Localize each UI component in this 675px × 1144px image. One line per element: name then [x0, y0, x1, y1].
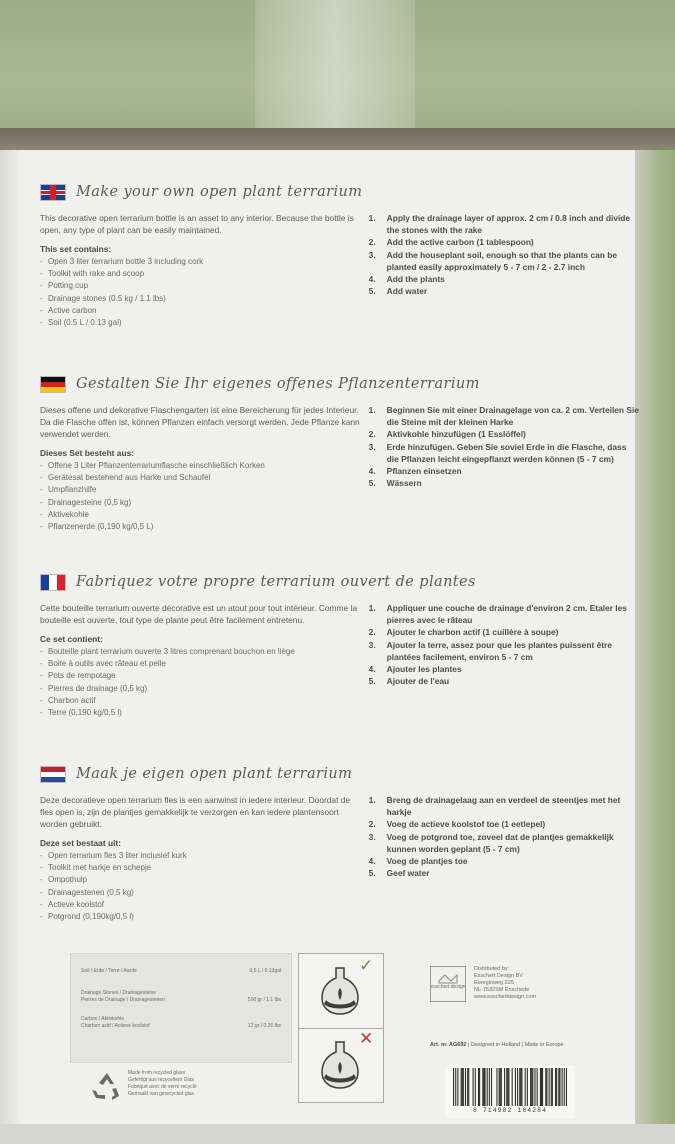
terrarium-usage-guide	[298, 953, 384, 1103]
ean-barcode	[445, 1066, 575, 1118]
instruction-steps	[369, 404, 640, 489]
section-title: Maak je eigen open plant terrarium	[76, 766, 353, 782]
list-item: - Active carbon	[40, 305, 361, 317]
recycling-text: Made from recycled glass Gefertigt aus recyceltem Glas Fabriqué avec de verre recyclé Gemaakt van gerecycled glas	[128, 1070, 197, 1097]
section-title-row	[40, 762, 640, 786]
list-item: - Umpflanzhilfe	[40, 484, 361, 496]
step-item: 2. Add the active carbon (1 tablespoon)	[368, 237, 534, 248]
germany-flag-icon	[40, 376, 66, 393]
list-item: - Potting cup	[40, 280, 361, 292]
list-item: - Toolkit with rake and scoop	[40, 268, 361, 280]
section-title-row	[40, 180, 640, 204]
step-item: 4. Ajouter les plantes	[368, 664, 462, 675]
barcode-bars	[453, 1068, 567, 1106]
distributor-info	[430, 966, 600, 1014]
terrarium-bottle-icon	[320, 1040, 360, 1090]
intro-text: Cette bouteille terrarium ouverte décorative est un atout pour tout intérieur. Comme la bouteille est ouverte, tout type de plante peut être facilement entretenu.	[40, 603, 358, 625]
list-item: - Soil (0.5 L / 0.13 gal)	[40, 317, 361, 329]
box-left-side	[0, 150, 20, 1144]
step-item: 2. Voeg de actieve koolstof toe (1 eetlepel)	[368, 819, 546, 830]
box-bottom-edge	[0, 1124, 675, 1144]
recycling-info	[90, 1066, 210, 1116]
list-item: - Offene 3 Liter Pflanzenterrariumflasche einschließlich Korken	[40, 460, 361, 472]
list-item: - Drainage stones (0.5 kg / 1.1 lbs)	[40, 293, 361, 305]
step-item: 4. Voeg de plantjes toe	[368, 856, 468, 867]
origin-line: Art. nr. AG692 | Designed in Holland | Made in Europe	[430, 1042, 564, 1048]
cross-icon: ✕	[359, 1029, 374, 1048]
list-item: - Gerätesat bestehend aus Harke und Schaufel	[40, 472, 361, 484]
glass-recycling-icon	[90, 1070, 124, 1104]
uk-flag-icon	[40, 184, 66, 201]
box-right-side	[635, 150, 675, 1144]
list-item: - Drainagestenen (0,5 kg)	[40, 887, 361, 899]
step-item: 5. Wässern	[368, 478, 422, 489]
list-item: - Pierres de drainage (0,5 kg)	[40, 683, 361, 695]
step-item: 1. Breng de drainagelaag aan en verdeel de steentjes met het harkje	[368, 795, 621, 818]
section-english	[40, 180, 640, 329]
list-item: - Drainagesteine (0,5 kg)	[40, 497, 361, 509]
step-item: 3. Add the houseplant soil, enough so that the plants can be planted easily approximately 5 - 7 cm / 2 - 2.7 inch	[368, 249, 617, 272]
list-item: - Pots de rempotage	[40, 670, 361, 682]
section-title: Fabriquez votre propre terrarium ouvert de plantes	[76, 574, 476, 590]
list-item: - Toolkit met harkje en schepje	[40, 862, 361, 874]
step-item: 4. Pflanzen einsetzen	[368, 466, 462, 477]
set-contents-list	[40, 460, 361, 533]
list-item: - Potgrond (0,190kg/0,5 l)	[40, 911, 361, 923]
set-contents-heading: Ce set contient:	[40, 634, 103, 644]
set-contents-list	[40, 850, 361, 923]
article-number: Art. nr. AG692	[430, 1042, 467, 1048]
france-flag-icon	[40, 574, 66, 591]
spec-row-soil: Soil / Erde / Terre / Aarde 0,5 L / 0.13gal	[81, 968, 281, 974]
intro-text: Dieses offene und dekorative Flaschengarten ist eine Bereicherung für jedes Interieur. Da die Flasche offen ist, können Pflanzen einfach versorgt werden. Jede Pflanze kann verwendet werden.	[40, 405, 360, 439]
instruction-steps	[369, 212, 640, 297]
list-item: - Boite à outils avec râteau et pelle	[40, 658, 361, 670]
box-top-lid	[0, 0, 675, 150]
section-title: Gestalten Sie Ihr eigenes offenes Pflanzenterrarium	[76, 376, 480, 392]
step-item: 3. Voeg de potgrond toe, zoveel dat de plantjes gemakkelijk kunnen worden geplant (5 - 7 cm)	[368, 831, 614, 854]
step-item: 4. Add the plants	[368, 274, 445, 285]
intro-text: This decorative open terrarium bottle is an asset to any interior. Because the bottle is open, any type of plant can be easily maintained.	[40, 213, 354, 235]
made-in: Made in Europe	[524, 1042, 564, 1048]
set-contents-heading: Dieses Set besteht aus:	[40, 448, 135, 458]
list-item: - Actieve koolstof	[40, 899, 361, 911]
list-item: - Aktivekohle	[40, 509, 361, 521]
section-french	[40, 570, 640, 719]
contents-spec-table	[70, 953, 292, 1063]
section-dutch	[40, 762, 640, 923]
step-item: 1. Beginnen Sie mit einer Drainagelage von ca. 2 cm. Verteilen Sie die Steine mit der kleinen Harke	[368, 405, 639, 428]
step-item: 3. Ajouter la terre, assez pour que les plantes puissent être plantées facilement, environ 5 - 7 cm	[368, 639, 612, 662]
step-item: 5. Add water	[368, 286, 428, 297]
step-item: 2. Aktivkohle hinzufügen (1 Esslöffel)	[368, 429, 526, 440]
section-german	[40, 372, 640, 533]
terrarium-bottle-icon	[320, 966, 360, 1016]
set-contents-heading: Deze set bestaat uit:	[40, 838, 121, 848]
barcode-digits: 8 714982 184284	[472, 1107, 548, 1114]
set-contents-list	[40, 256, 361, 329]
list-item: - Terre (0,190 kg/0,5 l)	[40, 707, 361, 719]
logo-text: esschert design	[430, 984, 466, 990]
instruction-steps	[369, 602, 640, 687]
list-item: - Bouteille plant terrarium ouverte 3 litres comprenant bouchon en liège	[40, 646, 361, 658]
checkmark-icon: ✓	[359, 956, 374, 975]
list-item: - Ompothulp	[40, 874, 361, 886]
spec-row-carbon: Carbon / Aktivkohle Charbon actif / Actieve koolstof 12 gr / 0.26 lbs	[81, 1016, 281, 1029]
list-item: - Open terrarium fles 3 liter inclusief kurk	[40, 850, 361, 862]
step-item: 1. Apply the drainage layer of approx. 2 cm / 0.8 inch and divide the stones with the rake	[368, 213, 631, 236]
section-title-row	[40, 372, 640, 396]
section-title: Make your own open plant terrarium	[76, 184, 363, 200]
list-item: - Open 3 liter terrarium bottle 3 including cork	[40, 256, 361, 268]
list-item: - Charbon actif	[40, 695, 361, 707]
intro-text: Deze decoratieve open terrarium fles is een aanwinst in iedere interieur. Doordat de fles open is, zijn de plantjes gemakkelijk te verzorgen en kan iedere plantensoort worden gebruikt.	[40, 795, 351, 829]
designed-in: Designed in Holland	[470, 1042, 521, 1048]
section-title-row	[40, 570, 640, 594]
step-item: 3. Erde hinzufügen. Geben Sie soviel Erde in die Flasche, dass die Pflanzen leicht eingepflanzt werden können (5 - 7 cm)	[368, 441, 627, 464]
netherlands-flag-icon	[40, 766, 66, 783]
spec-row-drainage: Drainage Stones / Drainagesteine Pierres de Drainage / Drainagestenen 500 gr / 1.1 lbs	[81, 990, 281, 1003]
step-item: 2. Ajouter le charbon actif (1 cuillère à soupe)	[368, 627, 559, 638]
step-item: 5. Ajouter de l'eau	[368, 676, 450, 687]
step-item: 5. Geef water	[368, 868, 430, 879]
list-item: - Pflanzenerde (0,190 kg/0,5 L)	[40, 521, 361, 533]
distributor-address: Distributed by: Esschert Design BV Euregioweg 225 NL-7532SM Enschede www.esschertdesign.com	[474, 966, 537, 1000]
lid-edge	[0, 128, 675, 150]
instruction-steps	[369, 794, 640, 879]
step-item: 1. Appliquer une couche de drainage d'environ 2 cm. Etaler les pierres avec le râteau	[368, 603, 627, 626]
set-contents-heading: This set contains:	[40, 244, 112, 254]
set-contents-list	[40, 646, 361, 719]
